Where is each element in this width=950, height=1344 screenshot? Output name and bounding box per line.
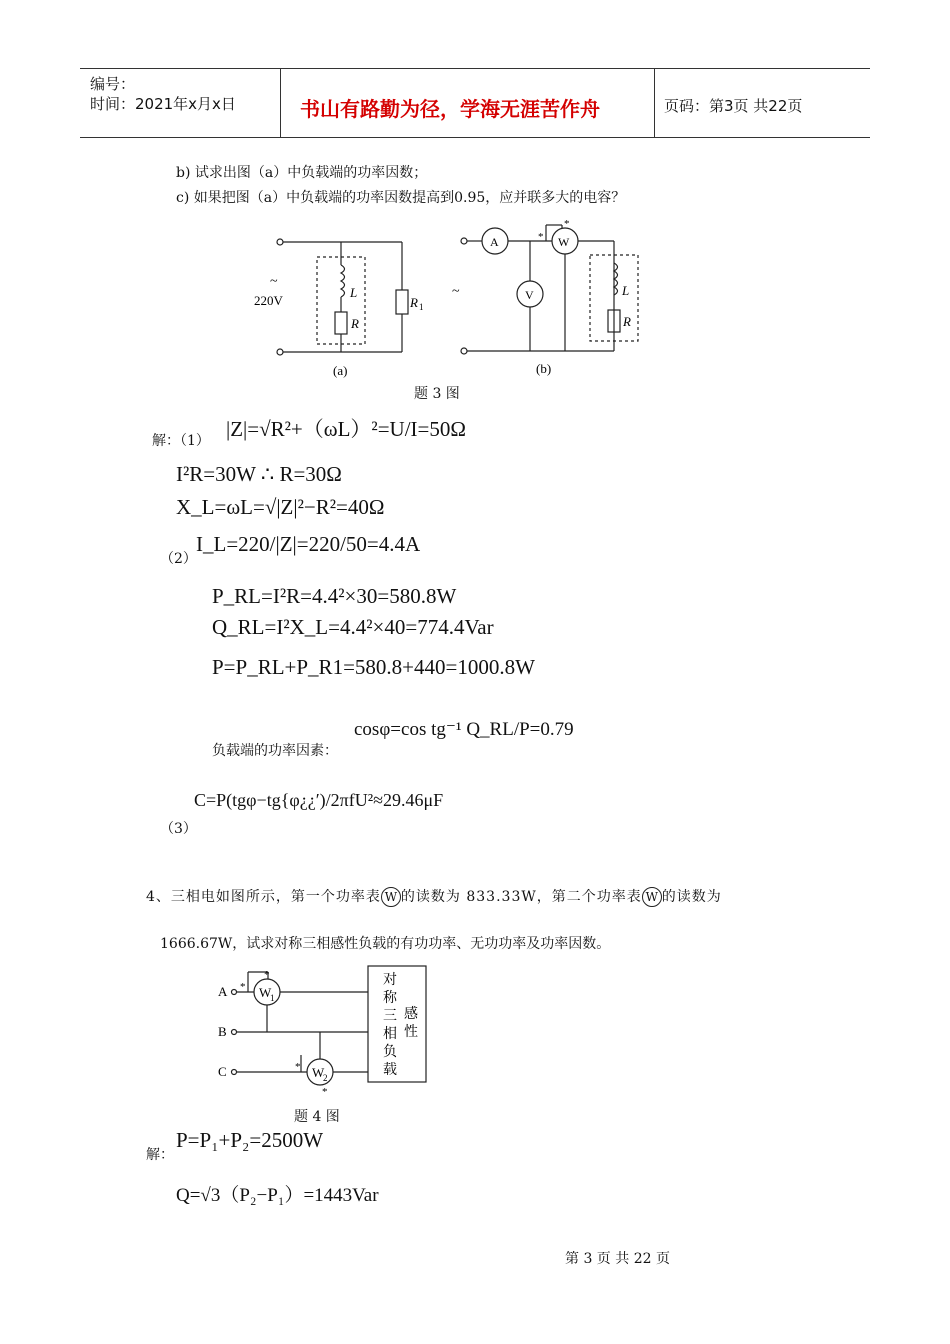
inductor-label-b: L: [622, 283, 630, 298]
svg-text:三: 三: [383, 1009, 397, 1024]
polarity-star: *: [322, 1086, 328, 1098]
question-4-line-2: 1666.67W，试求对称三相感性负载的有功功率、无功功率及功率因数。: [160, 936, 611, 952]
equation-reactive-power: Q=√3（P₂−P₁）=1443Var: [176, 1185, 379, 1206]
wattmeter-symbol: W: [381, 887, 401, 907]
power-factor-label: 负载端的功率因素：: [212, 743, 338, 759]
wattmeter-1-sub: 1: [270, 993, 275, 1003]
resistor-label-a: R: [351, 316, 359, 331]
polarity-star: *: [240, 981, 246, 993]
wattmeter-symbol: W: [642, 887, 662, 907]
resistor-label-b: R: [623, 314, 631, 329]
equation-impedance: |Z|=√R²+（ωL）²=U/I=50Ω: [226, 417, 466, 441]
resistor-r1-sub: 1: [419, 302, 424, 312]
header-divider: [654, 69, 655, 137]
solution-4-label: 解：: [146, 1147, 174, 1163]
solution-3-label: 解：（1）: [152, 433, 210, 449]
ammeter-label: A: [490, 235, 499, 249]
figure-3-circuit: [240, 215, 660, 385]
equation-current: I_L=220/|Z|=220/50=4.4A: [196, 532, 421, 556]
doc-time-label: 时间：2021年x月x日: [90, 95, 236, 113]
question-4-text-a: 4、三相电如图所示，第一个功率表: [146, 889, 381, 905]
page-footer: 第 3 页 共 22 页: [565, 1251, 670, 1267]
svg-text:称: 称: [383, 991, 397, 1006]
header-motto: 书山有路勤为径，学海无涯苦作舟: [300, 97, 600, 121]
equation-capacitance: C=P(tgφ−tg{φ¿¿′)/2πfU²≈29.46μF: [194, 790, 444, 810]
solution-part-3-label: （3）: [160, 821, 197, 837]
figure-4-caption: 题 4 图: [294, 1109, 340, 1125]
load-label: [383, 972, 418, 1078]
equation-resistance: I²R=30W ∴ R=30Ω: [176, 462, 342, 486]
question-c: c) 如果把图（a）中负载端的功率因数提高到0.95，应并联多大的电容？: [176, 190, 626, 206]
header-page-label: 页码：第3页 共22页: [664, 97, 803, 115]
header-divider: [280, 69, 281, 137]
equation-reactive-power-rl: Q_RL=I²X_L=4.4²×40=774.4Var: [212, 615, 494, 639]
wattmeter-1-label: W: [259, 985, 272, 1000]
equation-reactance: X_L=ωL=√|Z|²−R²=40Ω: [176, 495, 385, 519]
question-4-line-1: [146, 886, 722, 907]
question-4-text-c: 的读数为: [661, 889, 722, 905]
polarity-star: *: [295, 1061, 301, 1073]
doc-code-label: 编号：: [90, 75, 136, 93]
wattmeter-label: W: [558, 235, 570, 249]
wattmeter-2-label: W: [312, 1065, 325, 1080]
phase-c-label: C: [218, 1064, 227, 1079]
question-b: b) 试求出图（a）中负载端的功率因数；: [176, 165, 428, 181]
polarity-star: *: [564, 218, 570, 230]
svg-text:感: 感: [404, 1007, 418, 1022]
voltmeter-label: V: [525, 288, 534, 302]
svg-text:负: 负: [383, 1045, 397, 1060]
question-4-text-b: 的读数为 833.33W，第二个功率表: [400, 889, 642, 905]
figure-4-circuit: [210, 960, 440, 1098]
wattmeter-2-sub: 2: [323, 1073, 328, 1083]
equation-total-active-power: P=P₁+P₂=2500W: [176, 1128, 324, 1152]
resistor-r1-label: R: [410, 295, 418, 310]
polarity-star: *: [538, 231, 544, 243]
svg-text:性: 性: [404, 1025, 418, 1040]
phase-b-label: B: [218, 1024, 227, 1039]
svg-text:相: 相: [383, 1027, 397, 1042]
equation-power-factor: cosφ=cos tg⁻¹ Q_RL/P=0.79: [354, 719, 574, 740]
ac-source-symbol: ~: [270, 274, 278, 289]
equation-total-power: P=P_RL+P_R1=580.8+440=1000.8W: [212, 655, 535, 679]
page-header: [80, 68, 870, 138]
equation-active-power-rl: P_RL=I²R=4.4²×30=580.8W: [212, 584, 457, 608]
figure-label-a: (a): [333, 363, 348, 378]
phase-a-label: A: [218, 984, 228, 999]
solution-part-2-label: （2）: [160, 551, 197, 567]
figure-3-caption: 题 3 图: [414, 386, 460, 402]
voltage-label: 220V: [254, 293, 283, 308]
svg-text:对: 对: [383, 973, 397, 988]
ac-source-symbol-b: ~: [452, 284, 460, 299]
svg-text:载: 载: [383, 1063, 397, 1078]
polarity-star: *: [264, 969, 270, 981]
figure-label-b: (b): [536, 361, 552, 376]
inductor-label-a: L: [350, 285, 358, 300]
